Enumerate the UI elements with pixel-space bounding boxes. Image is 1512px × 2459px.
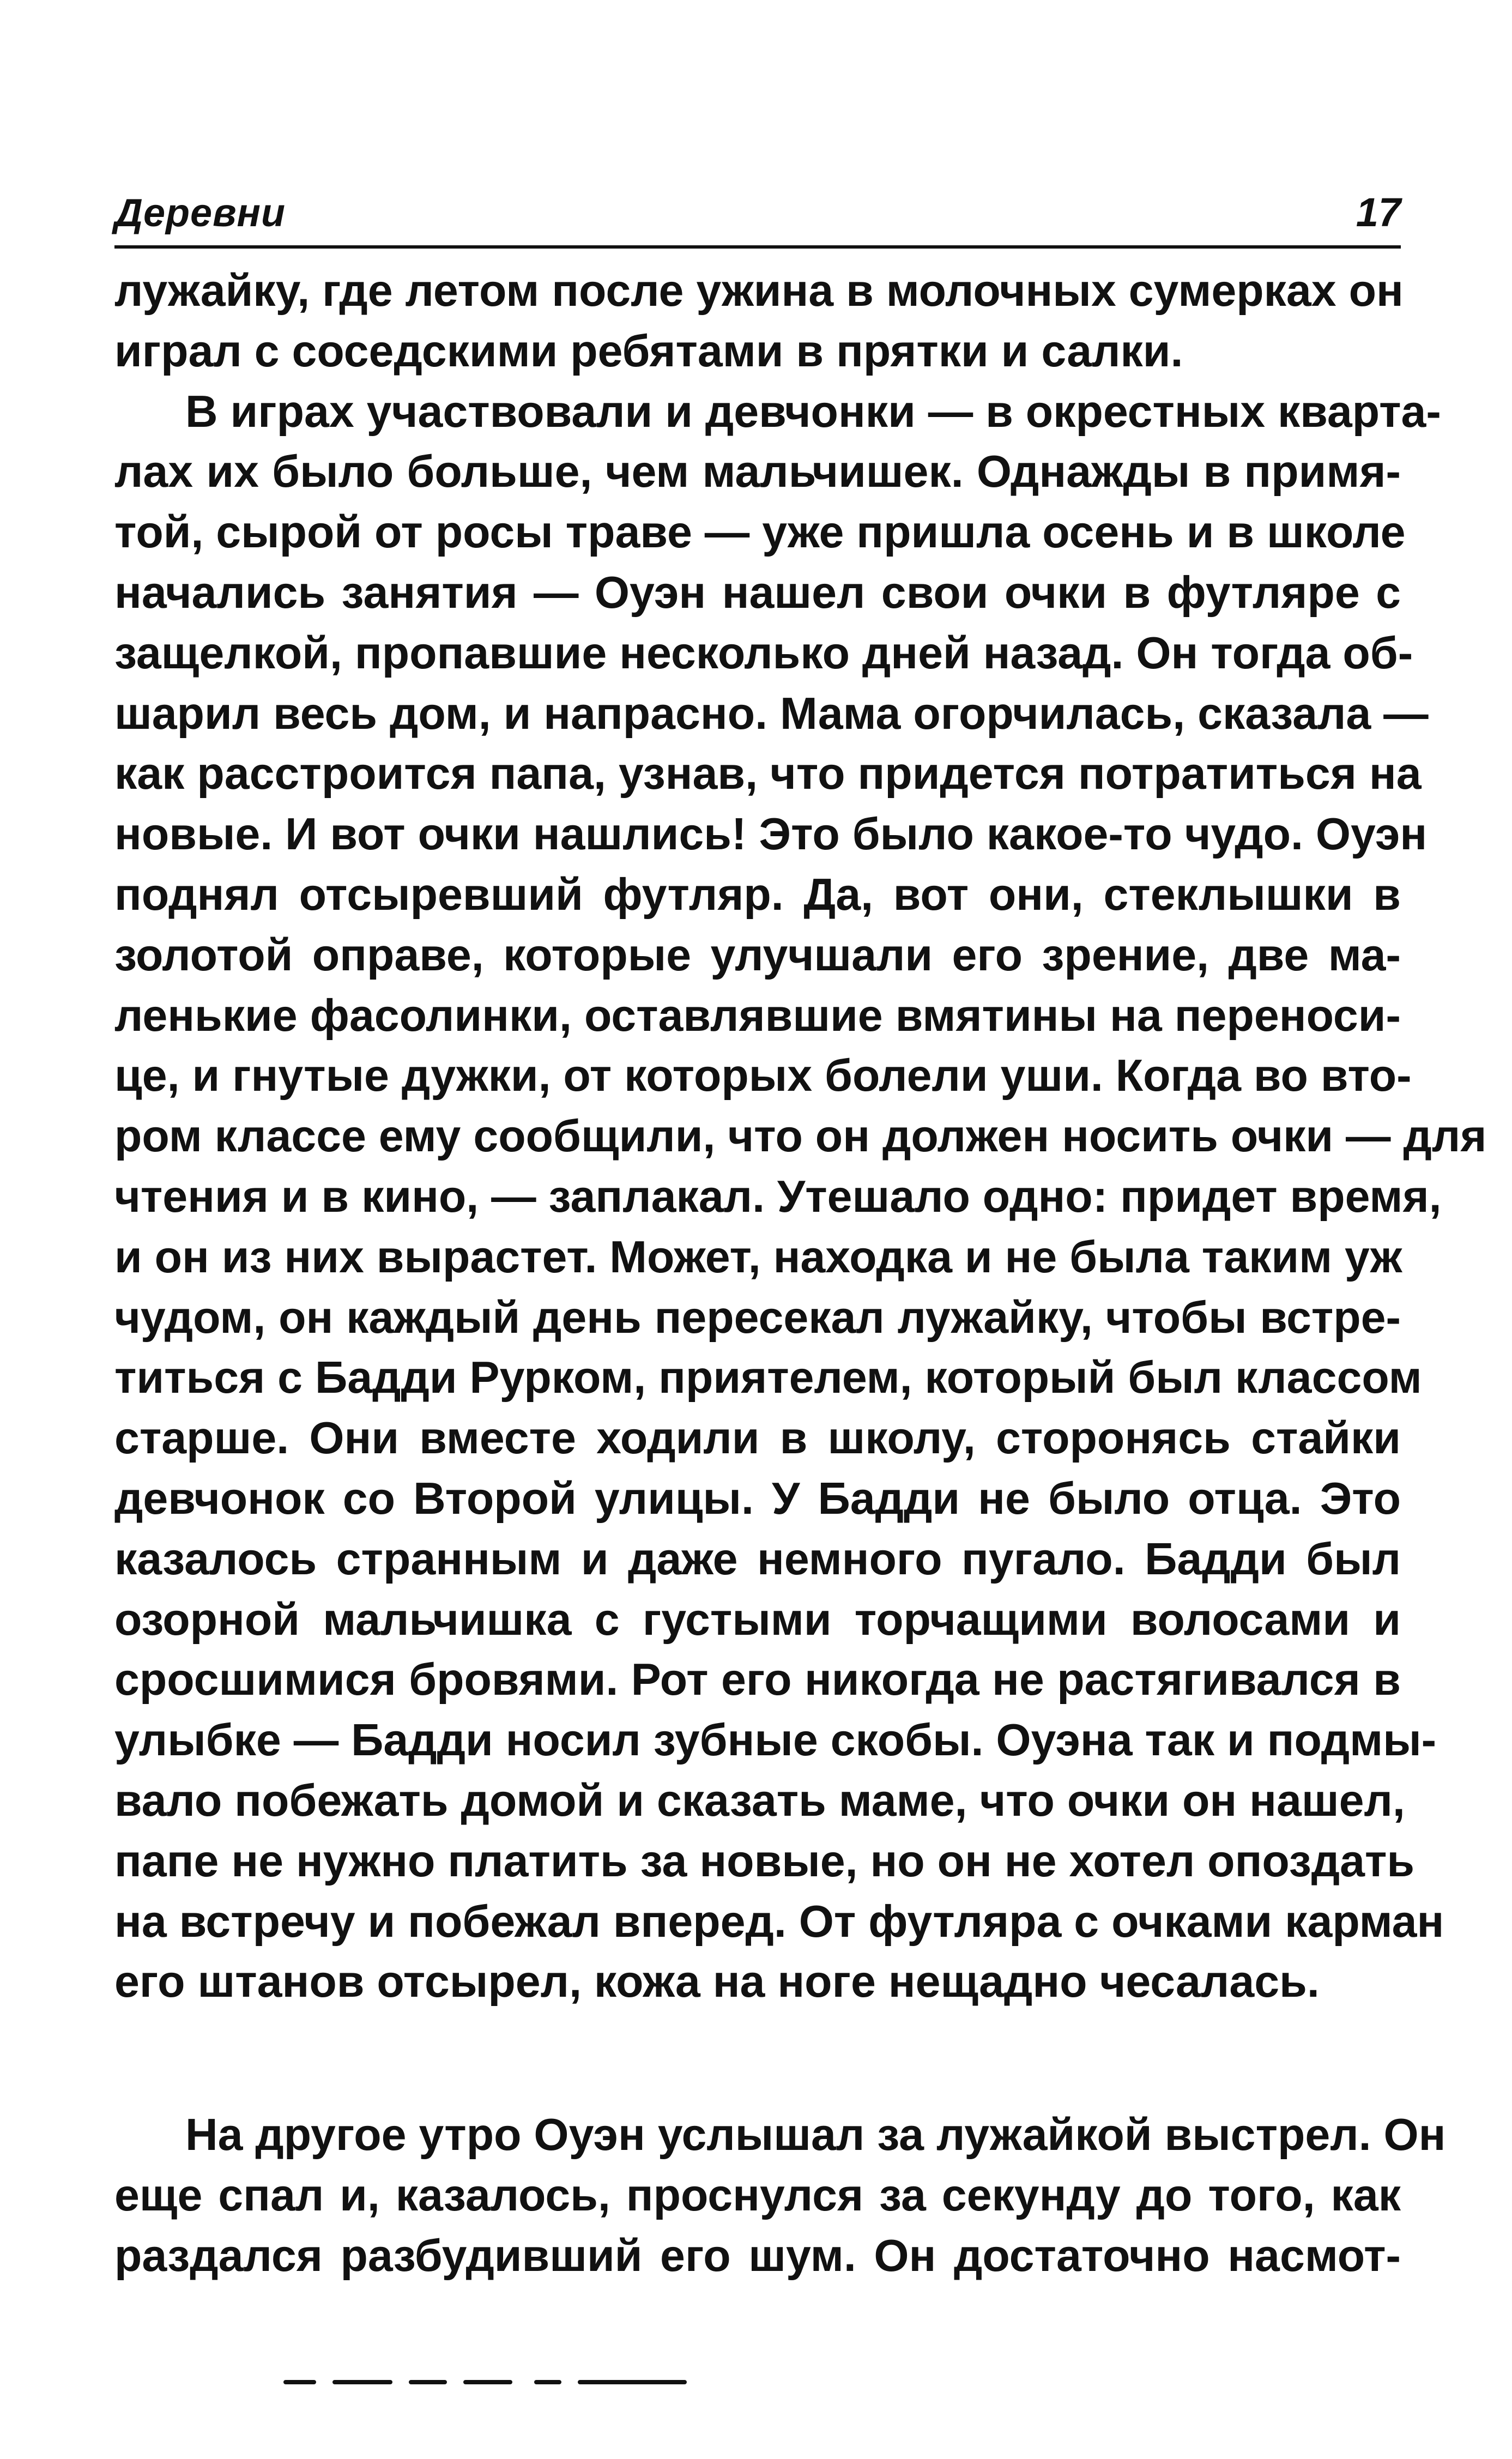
text-line: раздался разбудивший его шум. Он достаточно насмот- (114, 2230, 1401, 2281)
text-line: старше. Они вместе ходили в школу, сторонясь стайки (114, 1413, 1401, 1464)
text-line: играл с соседскими ребятами в прятки и салки. (114, 325, 1183, 376)
text-line: чудом, он каждый день пересекал лужайку, чтобы встре- (114, 1292, 1401, 1343)
text-line: ленькие фасолинки, оставлявшие вмятины на переноси- (114, 990, 1401, 1041)
text-line: казалось странным и даже немного пугало. Бадди был (114, 1533, 1401, 1584)
text-line: ром классе ему сообщили, что он должен носить очки — для (114, 1111, 1487, 1162)
text-line: еще спал и, казалось, проснулся за секунду до того, как (114, 2170, 1401, 2220)
paragraph-2 (114, 382, 1487, 2013)
text-line: чтения и в кино, — заплакал. Утешало одно: придет время, (114, 1171, 1442, 1222)
text-line: В играх участвовали и девчонки — в окрестных кварта- (185, 386, 1441, 437)
text-line: новые. И вот очки нашлись! Это было какое-то чудо. Оуэн (114, 809, 1428, 860)
text-line: девчонок со Второй улицы. У Бадди не было отца. Это (114, 1473, 1401, 1524)
text-line: На другое утро Оуэн услышал за лужайкой выстрел. Он (185, 2110, 1446, 2160)
paragraph-1 (114, 261, 1404, 382)
page-number: 17 (1356, 190, 1401, 235)
text-line: золотой оправе, которые улучшали его зрение, две ма- (114, 929, 1401, 980)
text-line: поднял отсыревший футляр. Да, вот они, стеклышки в (114, 869, 1401, 920)
text-line: начались занятия — Оуэн нашел свои очки в футляре с (114, 567, 1401, 618)
paragraph-3 (114, 2105, 1446, 2286)
print-smudge (283, 2377, 709, 2389)
running-title: Деревни (114, 191, 286, 235)
running-header (114, 180, 1401, 249)
body-text (114, 261, 1487, 2286)
text-line: сросшимися бровями. Рот его никогда не растягивался в (114, 1654, 1401, 1705)
text-line: той, сырой от росы траве — уже пришла осень и в школе (114, 507, 1406, 558)
text-line: титься с Бадди Рурком, приятелем, который был классом (114, 1352, 1422, 1403)
text-line: лах их было больше, чем мальчишек. Однажды в примя- (114, 446, 1401, 497)
text-line: папе не нужно платить за новые, но он не хотел опоздать (114, 1835, 1415, 1886)
text-line: как расстроится папа, узнав, что придется потратиться на (114, 748, 1422, 799)
text-line: защелкой, пропавшие несколько дней назад. Он тогда об- (114, 627, 1413, 678)
text-line: вало побежать домой и сказать маме, что очки он нашел, (114, 1775, 1405, 1826)
text-line: улыбке — Бадди носил зубные скобы. Оуэна так и подмы- (114, 1715, 1437, 1766)
text-line: его штанов отсырел, кожа на ноге нещадно чесалась. (114, 1956, 1320, 2007)
text-line: и он из них вырастет. Может, находка и не была таким уж (114, 1231, 1402, 1282)
text-line: шарил весь дом, и напрасно. Мама огорчилась, сказала — (114, 688, 1429, 739)
section-break (114, 2012, 1401, 2105)
text-line: озорной мальчишка с густыми торчащими волосами и (114, 1594, 1401, 1645)
text-line: це, и гнутые дужки, от которых болели уши. Когда во вто- (114, 1050, 1412, 1101)
text-line: лужайку, где летом после ужина в молочных сумерках он (114, 265, 1404, 316)
text-line: на встречу и побежал вперед. От футляра с очками карман (114, 1896, 1444, 1947)
